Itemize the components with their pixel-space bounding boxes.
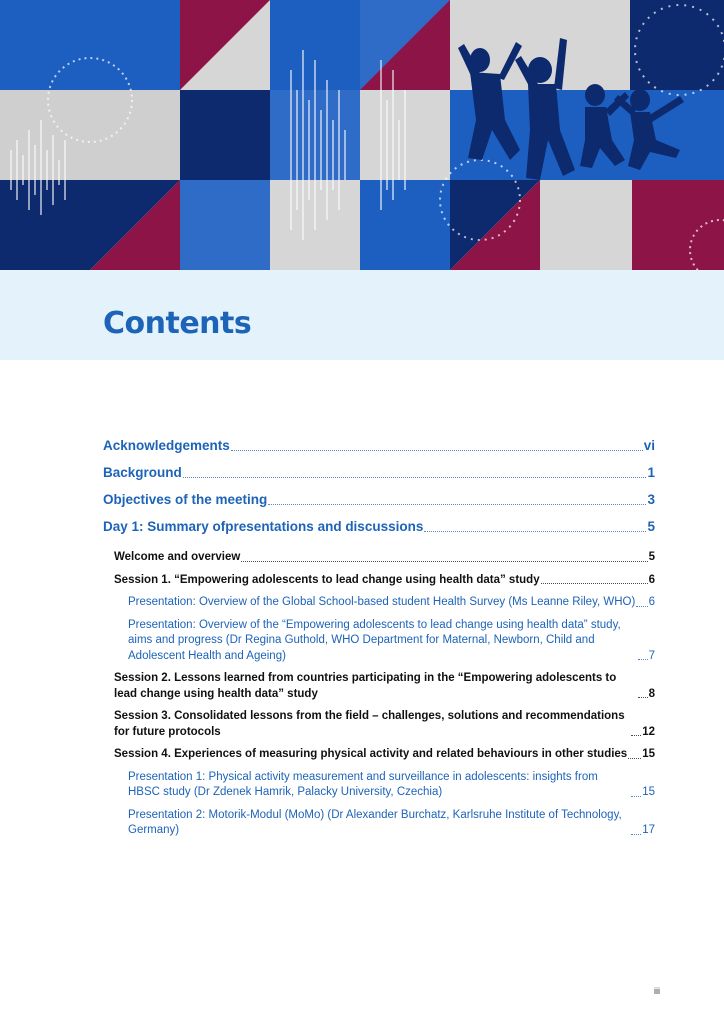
toc-leader-dots xyxy=(628,758,641,759)
toc-entry[interactable] xyxy=(103,573,655,589)
toc-leader-dots xyxy=(631,735,641,736)
toc-entry[interactable] xyxy=(103,770,655,801)
header-banner xyxy=(0,0,724,270)
toc-entry-label: Acknowledgements xyxy=(103,438,230,453)
toc-leader-dots xyxy=(424,531,646,532)
toc-entry[interactable] xyxy=(103,618,655,665)
toc-entry-label: Presentation: Overview of the Global School-based student Health Survey (Ms Leanne Riley, WHO) xyxy=(128,596,636,608)
toc-entry-page: 5 xyxy=(647,519,655,534)
toc-entry-page: 3 xyxy=(647,492,655,507)
toc-entry-label: Welcome and overview xyxy=(114,551,241,563)
toc-entry-label: Presentation 2: Motorik-Modul (MoMo) (Dr Alexander Burchatz, Karlsruhe Institute of Technology, Germany) xyxy=(128,808,622,836)
page-title: Contents xyxy=(103,306,252,341)
toc-entry-label: Objectives of the meeting xyxy=(103,492,268,507)
toc-entry[interactable] xyxy=(103,671,655,702)
toc-entry-page: 15 xyxy=(642,748,655,760)
toc-entry-page: 1 xyxy=(647,465,655,480)
toc-leader-dots xyxy=(638,659,648,660)
toc-leader-dots xyxy=(636,606,647,607)
toc-entry[interactable] xyxy=(103,709,655,740)
toc-entry-page: 6 xyxy=(648,573,655,586)
toc-leader-dots xyxy=(241,561,647,562)
toc-entry-page: 15 xyxy=(642,786,655,798)
toc-leader-dots xyxy=(541,583,648,584)
toc-entry-page: 12 xyxy=(642,725,655,738)
toc-leader-dots xyxy=(631,796,641,797)
toc-entry[interactable] xyxy=(103,747,655,763)
toc-leader-dots xyxy=(638,697,648,698)
toc-entry-label: Presentation 1: Physical activity measurement and surveillance in adolescents: insights from HBSC study (Dr Zdenek Hamrik, Palacky University, Czechia) xyxy=(128,770,598,798)
toc-entry[interactable] xyxy=(103,517,655,536)
toc-entry[interactable] xyxy=(103,490,655,509)
toc-entry[interactable] xyxy=(103,436,655,455)
toc-entry-page: 5 xyxy=(648,551,655,563)
toc-entry-label: Session 2. Lessons learned from countries participating in the “Empowering adolescents to lead change using health data” study xyxy=(114,672,617,700)
toc-entry-label: Presentation: Overview of the “Empowering adolescents to lead change using health data” study, aims and progress (Dr Regina Guthold, WHO Department for Maternal, Newborn, Child and Adolescent Health and Ageing) xyxy=(128,618,621,662)
toc-entry-page: 7 xyxy=(648,649,655,662)
toc-entry-label: Session 1. “Empowering adolescents to lead change using health data” study xyxy=(114,573,540,586)
toc-entry[interactable] xyxy=(103,595,655,611)
toc-entry-label: Background xyxy=(103,465,182,480)
toc-entry-page: vi xyxy=(643,438,655,453)
toc-entry[interactable] xyxy=(103,808,655,839)
toc-leader-dots xyxy=(268,504,646,505)
toc-entry-page: 17 xyxy=(642,824,655,836)
page-number: iii xyxy=(654,986,660,996)
toc-entry-label: Session 3. Consolidated lessons from the field – challenges, solutions and recommendations for future protocols xyxy=(114,710,625,738)
toc-leader-dots xyxy=(183,477,647,478)
toc-entry-label: Session 4. Experiences of measuring physical activity and related behaviours in other studies xyxy=(114,748,628,760)
toc-entry[interactable] xyxy=(103,463,655,482)
toc-entry-page: 6 xyxy=(648,596,655,608)
toc-leader-dots xyxy=(231,450,643,451)
banner-graphic xyxy=(0,0,724,270)
toc-entry-page: 8 xyxy=(648,687,655,700)
toc-entry[interactable] xyxy=(103,550,655,566)
toc-entry-label: Day 1: Summary ofpresentations and discussions xyxy=(103,519,424,534)
table-of-contents xyxy=(103,436,655,846)
toc-leader-dots xyxy=(631,834,641,835)
